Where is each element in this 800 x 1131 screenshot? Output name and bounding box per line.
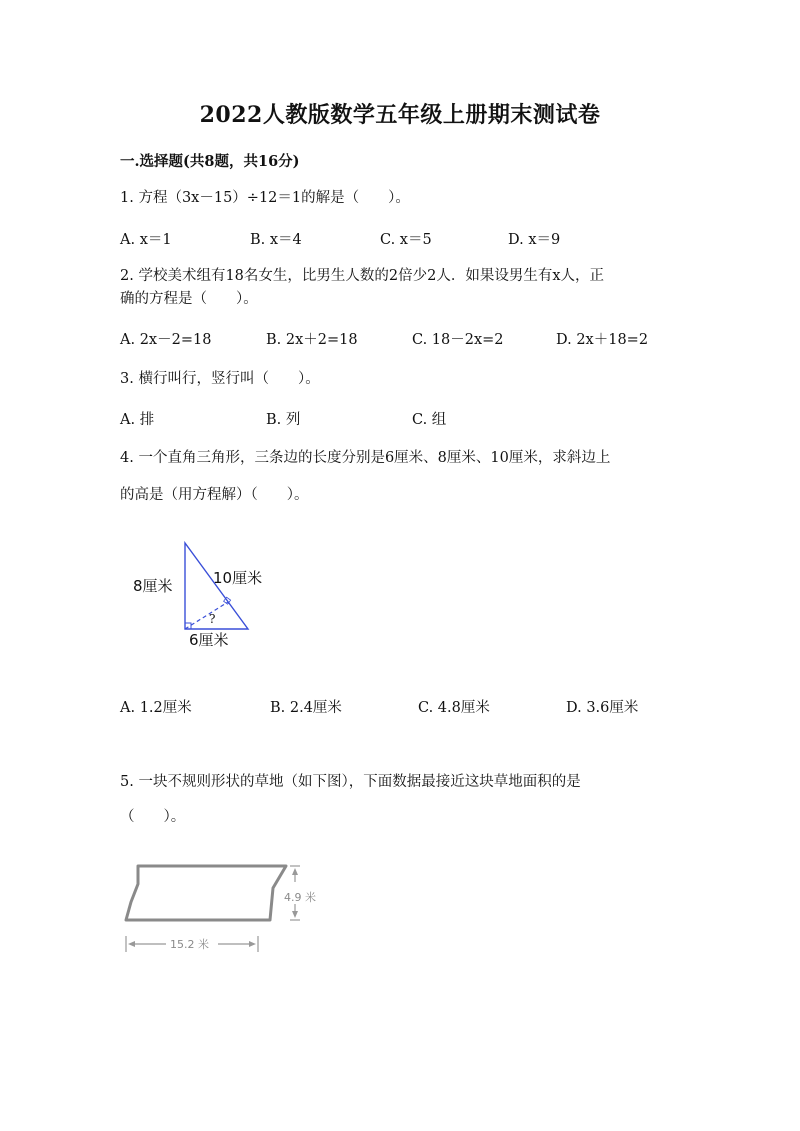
question-2-option-c[interactable]: C. 18－2x=2 bbox=[412, 332, 504, 348]
question-2-stem-line2: 确的方程是（ ）。 bbox=[120, 291, 258, 307]
width-arrowhead-left bbox=[128, 941, 135, 947]
question-4-option-c[interactable]: C. 4.8厘米 bbox=[418, 700, 490, 716]
question-5-stem-line2: （ ）。 bbox=[120, 809, 186, 825]
question-4-option-a[interactable]: A. 1.2厘米 bbox=[120, 700, 192, 716]
question-1-option-d[interactable]: D. x＝9 bbox=[508, 232, 561, 248]
label-6cm: 6厘米 bbox=[189, 631, 229, 649]
right-triangle-figure bbox=[125, 535, 285, 655]
question-3-option-b[interactable]: B. 列 bbox=[266, 412, 301, 428]
width-arrowhead-right bbox=[249, 941, 256, 947]
question-4-option-b[interactable]: B. 2.4厘米 bbox=[270, 700, 342, 716]
question-2-option-d[interactable]: D. 2x＋18=2 bbox=[556, 332, 649, 348]
question-5-stem-line1: 5. 一块不规则形状的草地（如下图），下面数据最接近这块草地面积的是 bbox=[120, 774, 581, 790]
question-1-option-c[interactable]: C. x＝5 bbox=[380, 232, 432, 248]
label-height: 4.9 米 bbox=[284, 891, 316, 904]
question-2-option-b[interactable]: B. 2x＋2=18 bbox=[266, 332, 358, 348]
question-1-option-a[interactable]: A. x＝1 bbox=[120, 232, 172, 248]
grassland-figure bbox=[118, 858, 338, 962]
question-4-stem-line2: 的高是（用方程解）（ ）。 bbox=[120, 487, 309, 503]
altitude-line bbox=[185, 602, 228, 629]
label-10cm: 10厘米 bbox=[213, 569, 263, 587]
question-3-stem: 3. 横行叫行，竖行叫（ ）。 bbox=[120, 371, 320, 387]
section-heading: 一.选择题(共8题，共16分) bbox=[120, 153, 300, 170]
question-3-option-a[interactable]: A. 排 bbox=[120, 412, 155, 428]
height-arrowhead-top bbox=[292, 868, 298, 875]
page-title: 2022人教版数学五年级上册期末测试卷 bbox=[199, 102, 601, 128]
label-8cm: 8厘米 bbox=[133, 577, 173, 595]
grassland-shape bbox=[126, 866, 286, 920]
question-4-option-d[interactable]: D. 3.6厘米 bbox=[566, 700, 639, 716]
question-1-stem: 1. 方程（3x－15）÷12＝1的解是（ ）。 bbox=[120, 190, 410, 206]
label-unknown-height: ? bbox=[209, 612, 216, 626]
question-2-stem-line1: 2. 学校美术组有18名女生，比男生人数的2倍少2人．如果设男生有x人，正 bbox=[120, 268, 605, 284]
question-1-option-b[interactable]: B. x＝4 bbox=[250, 232, 302, 248]
height-arrowhead-bottom bbox=[292, 911, 298, 918]
question-2-option-a[interactable]: A. 2x－2=18 bbox=[120, 332, 212, 348]
question-3-option-c[interactable]: C. 组 bbox=[412, 412, 447, 428]
label-width: 15.2 米 bbox=[170, 938, 209, 951]
question-4-stem-line1: 4. 一个直角三角形，三条边的长度分别是6厘米、8厘米、10厘米，求斜边上 bbox=[120, 450, 611, 466]
